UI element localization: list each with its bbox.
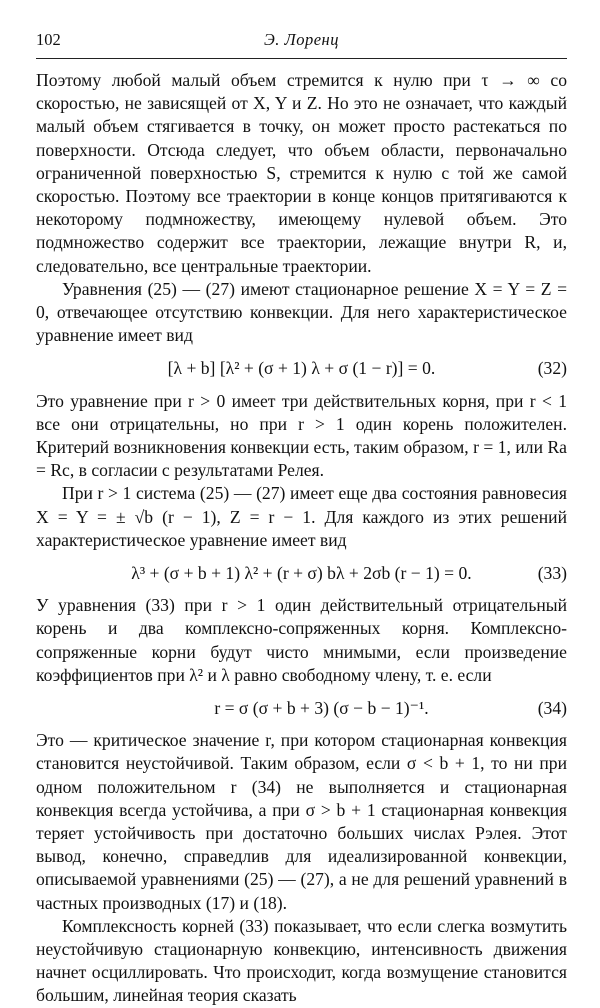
page [36,30,567,1008]
paragraph-3: Это уравнение при r > 0 имеет три действительных корня, при r < 1 все они отрицательны, но при r > 1 один корень положителен. Критерий возникновения конвекции есть, таким образом, r = 1, или Ra = Rc, в согласии с результатами Релея. [36,390,567,481]
equation-33-number: (33) [537,563,567,584]
equation-33-formula: λ³ + (σ + b + 1) λ² + (r + σ) bλ + 2σb (r − 1) = 0. [131,563,472,584]
equation-32 [36,357,567,380]
header-rule [36,58,567,59]
equation-34 [36,697,567,720]
paragraph-4: При r > 1 система (25) — (27) имеет еще два состояния равновесия X = Y = ± √b (r − 1), Z = r − 1. Для каждого из этих решений характеристическое уравнение имеет вид [36,483,567,550]
equation-34-number: (34) [537,698,567,719]
paragraph-1: Поэтому любой малый объем стремится к нулю при τ → ∞ со скоростью, не зависящей от X, Y и Z. Но это не означает, что каждый малый объем стягивается в точку, он может просто растекаться по поверхности. Отсюда следует, что объем области, первоначально ограниченной поверхностью S, стремится к нулю с той же самой скоростью. Поэтому все траектории в конце концов притягиваются к некоторому подмножеству, имеющему нулевой объем. Это подмножество содержит все траектории, лежащие внутри R, и, следовательно, все центральные траектории. [36,70,567,276]
paragraph-2: Уравнения (25) — (27) имеют стационарное решение X = Y = Z = 0, отвечающее отсутствию конвекции. Для него характеристическое уравнение имеет вид [36,278,567,346]
running-title: Э. Лоренц [264,30,339,49]
paragraph-6: Это — критическое значение r, при котором стационарная конвекция становится неустойчивой. Таким образом, если σ < b + 1, то ни при одном положительном r (34) не выполняется и стационарная конвекция всегда устойчива, а при σ > b + 1 стационарная конвекция теряет устойчивость при достаточно больших числах Рэлея. Этот вывод, конечно, справедлив для идеализированной конвекции, описываемой уравнениями (25) — (27), а не для решений уравнений в частных производных (17) и (18). [36,730,567,913]
running-head [36,30,567,56]
paragraph-5: У уравнения (33) при r > 1 один действительный отрицательный корень и два комплексно-сопряженных корня. Комплексно-сопряженные корни будут чисто мнимыми, если произведение коэффициентов при λ² и λ равно свободному члену, т. е. если [36,595,567,685]
equation-34-formula: r = σ (σ + b + 3) (σ − b − 1)⁻¹. [214,698,429,719]
equation-33 [36,562,567,585]
page-number: 102 [36,30,61,49]
equation-32-formula: [λ + b] [λ² + (σ + 1) λ + σ (1 − r)] = 0. [167,358,436,379]
equation-32-number: (32) [537,358,567,379]
paragraph-7: Комплексность корней (33) показывает, что если слегка возмутить неустойчивую стационарную конвекцию, интенсивность движения начнет осциллировать. Что происходит, когда возмущение становится большим, линейная теория сказать [36,915,567,1006]
